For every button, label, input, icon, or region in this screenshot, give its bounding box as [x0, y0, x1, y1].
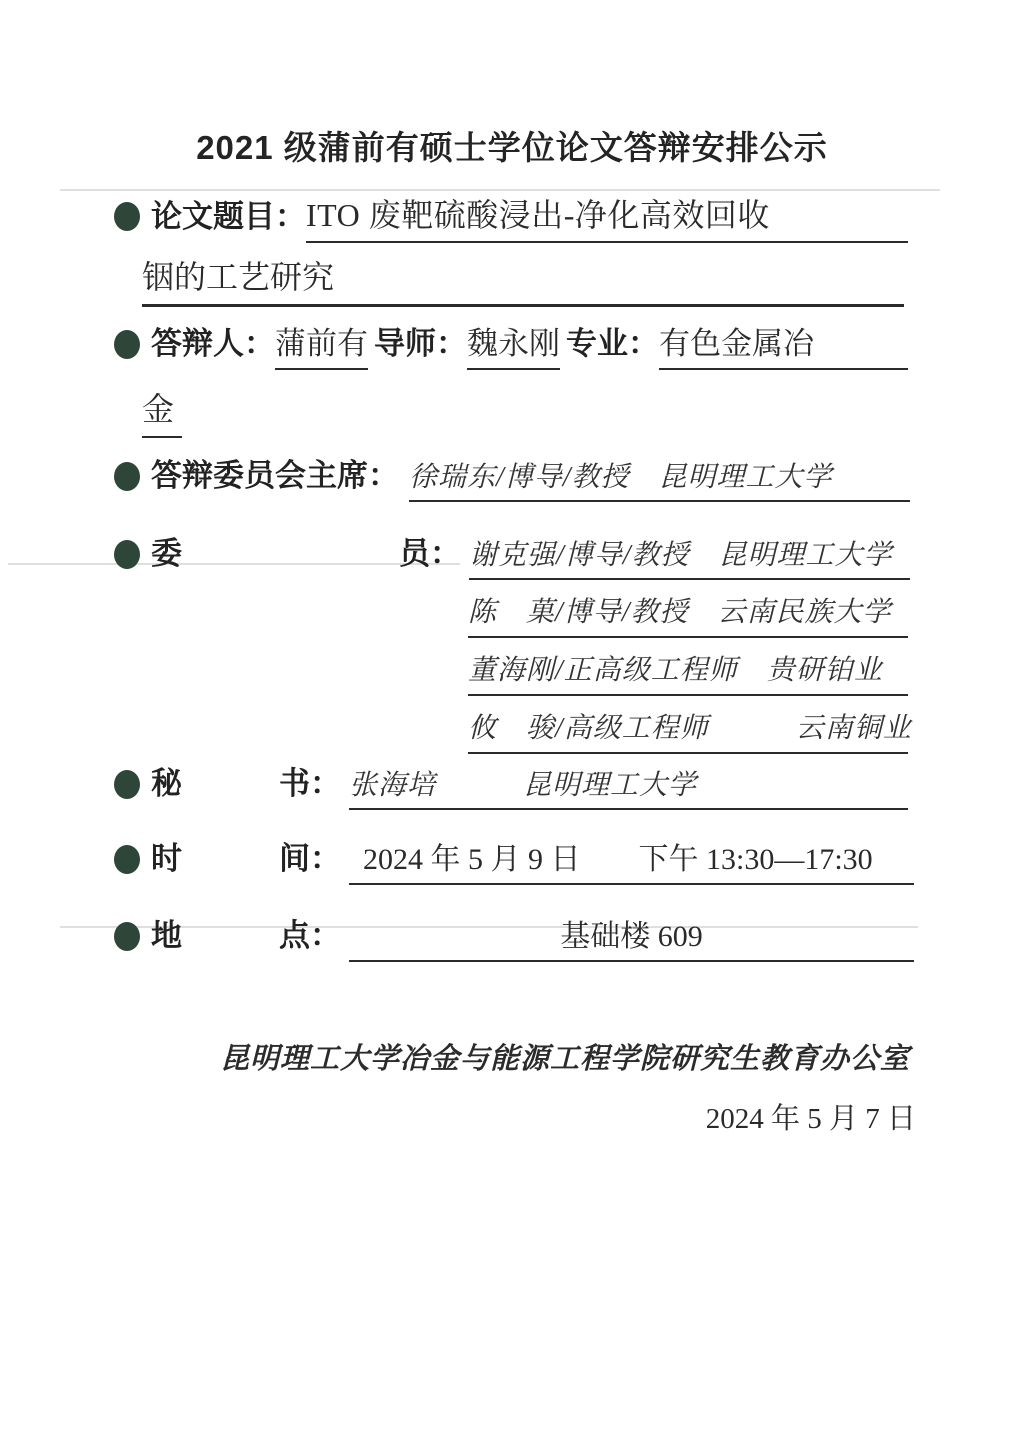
footer-date: 2024 年 5 月 7 日 [705, 1103, 916, 1135]
thesis-title-label: 论文题目： [151, 199, 306, 234]
secretary-row [114, 758, 908, 810]
defender-row [114, 318, 908, 370]
bullet-icon [114, 202, 140, 231]
committee-row [114, 528, 910, 580]
committee-label [151, 528, 461, 580]
footer-office: 昆明理工大学冶金与能源工程学院研究生教育办公室 [219, 1043, 910, 1075]
committee-member-2: 陈 菓/博导/教授 云南民族大学 [468, 590, 908, 638]
major-value-line1: 有色金属冶 [659, 318, 908, 370]
time-period: 下午 13:30—17:30 [638, 843, 873, 876]
committee-member-1: 谢克强/博导/教授 昆明理工大学 [469, 533, 910, 580]
bullet-icon [114, 770, 140, 799]
page-title: 2021 级蒲前有硕士学位论文答辩安排公示 [196, 129, 828, 166]
major-value-line2 [142, 384, 182, 438]
chair-label: 答辩委员会主席： [151, 458, 399, 493]
bullet-icon [114, 462, 140, 491]
location-label-left: 地 [151, 918, 182, 953]
secretary-label-left: 秘 [151, 766, 182, 801]
location-label-right: 点： [279, 918, 341, 953]
bullet-icon [114, 330, 140, 359]
time-label-left: 时 [151, 841, 182, 876]
location-value: 基础楼 609 [349, 911, 914, 962]
time-value [349, 834, 914, 885]
location-row [114, 910, 914, 962]
secretary-label-right: 书： [279, 766, 341, 801]
time-date: 2024 年 5 月 9 日 [363, 843, 581, 876]
bullet-icon [114, 845, 140, 874]
time-row [114, 833, 914, 885]
thesis-title-line2-text: 铟的工艺研究 [142, 259, 335, 295]
thesis-title-value-line2 [142, 252, 904, 307]
committee-label-left: 委 [151, 536, 182, 571]
major-line2-text: 金 [142, 391, 175, 427]
bullet-icon [114, 540, 140, 569]
defender-label: 答辩人： [151, 326, 275, 361]
secretary-value: 张海培 昆明理工大学 [349, 763, 908, 810]
committee-label-right: 员： [399, 536, 461, 571]
chair-row [114, 450, 910, 502]
advisor-label: 导师： [374, 326, 467, 361]
bullet-icon [114, 922, 140, 951]
thesis-title-row [114, 190, 908, 243]
time-label [151, 833, 341, 885]
secretary-label [151, 758, 341, 810]
committee-member-3: 董海刚/正高级工程师 贵研铂业 [468, 648, 908, 696]
advisor-name: 魏永刚 [467, 318, 560, 370]
chair-value: 徐瑞东/博导/教授 昆明理工大学 [409, 455, 910, 502]
major-label: 专业： [566, 326, 659, 361]
defender-name: 蒲前有 [275, 318, 368, 370]
time-label-right: 间： [279, 841, 341, 876]
location-label [151, 910, 341, 962]
committee-member-4: 攸 骏/高级工程师 云南铜业 [468, 706, 908, 754]
thesis-title-value-line1: ITO 废靶硫酸浸出-净化高效回收 [306, 190, 908, 243]
